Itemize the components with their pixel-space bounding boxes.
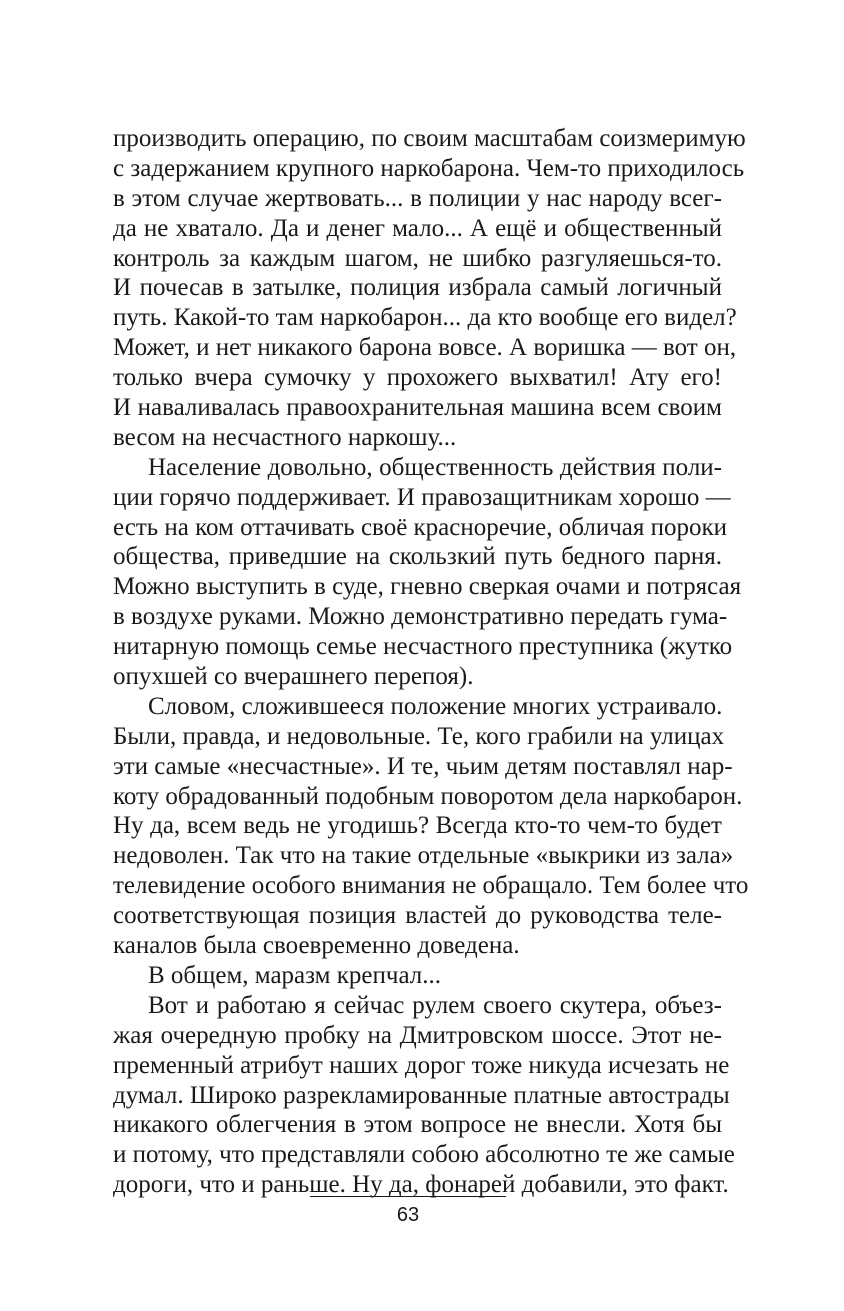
text-line: и потому, что представляли собою абсолютно те же самые xyxy=(113,1141,735,1169)
text-line: коту обрадованный подобным поворотом дела наркобарон. xyxy=(113,782,743,810)
text-line: производить операцию, по своим масштабам соизмеримую xyxy=(113,125,746,152)
text-line: соответствующая позиция властей до руководства теле- xyxy=(113,902,722,930)
text-line: В общем, маразм крепчал... xyxy=(148,961,441,989)
text-line: Вот и работаю я сейчас рулем своего скутера, объез- xyxy=(148,991,722,1019)
text-line: Может, и нет никакого барона вовсе. А воришка — вот он, xyxy=(113,334,737,362)
footer-rule xyxy=(310,1196,506,1197)
text-line: путь. Какой-то там наркобарон... да кто вообще его видел? xyxy=(113,304,737,332)
text-line: думал. Широко разрекламированные платные автострады xyxy=(113,1081,730,1109)
text-line: ции горячо поддерживает. И правозащитникам хорошо — xyxy=(113,483,731,511)
page-number: 63 xyxy=(396,1204,420,1226)
text-line: Ну да, всем ведь не угодишь? Всегда кто-то чем-то будет xyxy=(113,812,722,840)
text-line: каналов была своевременно доведена. xyxy=(113,932,520,960)
text-line: эти самые «несчастные». И те, чьим детям поставлял нар- xyxy=(113,752,733,780)
text-line: телевидение особого внимания не обращало. Тем более что xyxy=(113,872,749,900)
text-line: И почесав в затылке, полиция избрала самый логичный xyxy=(113,274,722,302)
text-line: И наваливалась правоохранительная машина всем своим xyxy=(113,394,722,422)
text-line: никакого облегчения в этом вопросе не внесли. Хотя бы xyxy=(113,1111,722,1139)
text-line: да не хватало. Да и денег мало... А ещё и общественный xyxy=(113,214,722,242)
text-line: весом на несчастного наркошу... xyxy=(113,423,457,451)
text-line: только вчера сумочку у прохожего выхватил! Ату его! xyxy=(113,364,722,392)
text-line: Были, правда, и недовольные. Те, кого грабили на улицах xyxy=(113,722,725,750)
text-line: нитарную помощь семье несчастного преступника (жутко xyxy=(113,633,733,661)
text-line: пременный атрибут наших дорог тоже никуда исчезать не xyxy=(113,1051,730,1079)
text-line: Словом, сложившееся положение многих устраивало. xyxy=(148,692,723,720)
text-line: в воздухе руками. Можно демонстративно передать гума- xyxy=(113,603,728,631)
text-line: с задержанием крупного наркобарона. Чем-то приходилось xyxy=(113,154,745,182)
text-line: дороги, что и раньше. Ну да, фонарей добавили, это факт. xyxy=(113,1171,729,1199)
text-line: недоволен. Так что на такие отдельные «выкрики из зала» xyxy=(113,842,734,870)
text-line: Можно выступить в суде, гневно сверкая очами и потрясая xyxy=(113,573,742,601)
text-line: контроль за каждым шагом, не шибко разгуляешься-то. xyxy=(113,244,722,272)
text-line: опухшей со вчерашнего перепоя). xyxy=(113,663,474,691)
text-line: есть на ком оттачивать своё красноречие, обличая пороки xyxy=(113,513,728,541)
text-line: в этом случае жертвовать... в полиции у нас народу всег- xyxy=(113,184,722,212)
text-line: общества, приведшие на скользкий путь бедного парня. xyxy=(113,543,722,571)
text-line: жая очередную пробку на Дмитровском шоссе. Этот не- xyxy=(113,1021,722,1049)
text-line: Население довольно, общественность действия поли- xyxy=(148,453,722,481)
body-text xyxy=(113,124,749,1200)
